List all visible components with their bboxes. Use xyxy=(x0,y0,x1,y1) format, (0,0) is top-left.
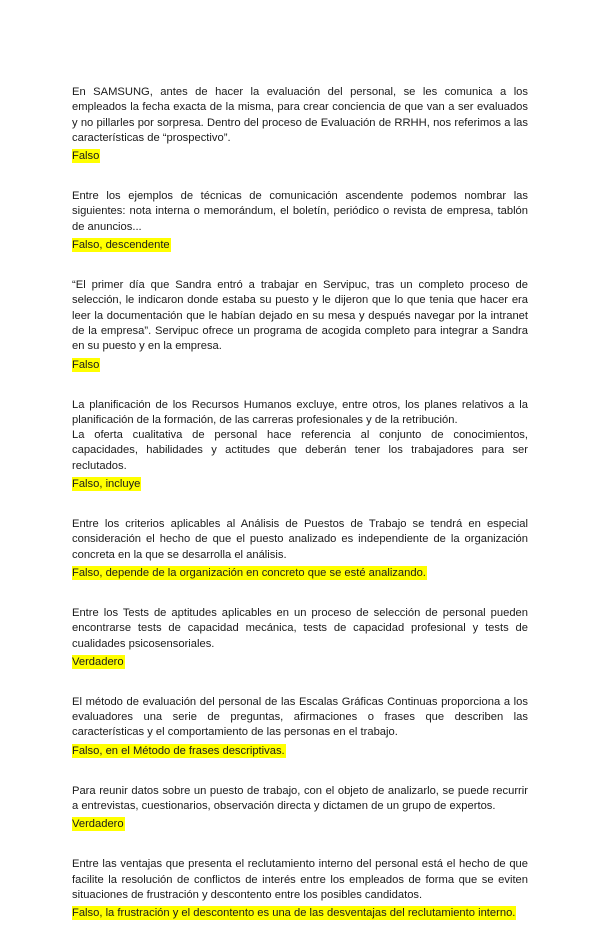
highlighted-answer: Verdadero xyxy=(72,655,124,668)
question-text: Para reunir datos sobre un puesto de trabajo, con el objeto de analizarlo, se puede recurrir a entrevistas, cuestionarios, observación directa y dictamen de un grupo de expertos. xyxy=(72,784,528,813)
highlighted-answer: Falso, incluye xyxy=(72,478,141,491)
qa-item-1 xyxy=(72,85,528,164)
question-text: “El primer día que Sandra entró a trabajar en Servipuc, tras un completo proceso de selección, le indicaron donde estaba su puesto y le dijeron que lo que tenia que hacer era leer la documentación que le habían dejado en su mesa y después navegar por la intranet de la empresa”. Servipuc ofrece un programa de acogida completo para integrar a Sandra en su puesto y en la empresa. xyxy=(72,279,528,353)
question-text-continued: La oferta cualitativa de personal hace referencia al conjunto de conocimientos, capacidades, habilidades y actitudes que deberán tener los trabajadores para ser reclutados. xyxy=(72,429,528,472)
qa-item-4 xyxy=(72,398,528,492)
qa-item-3 xyxy=(72,278,528,372)
qa-item-9 xyxy=(72,857,528,921)
highlighted-answer: Falso, en el Método de frases descriptivas. xyxy=(72,744,285,757)
question-text: El método de evaluación del personal de las Escalas Gráficas Continuas proporciona a los evaluadores una serie de preguntas, afirmaciones o frases que describen las características y el comportamiento de las personas en el trabajo. xyxy=(72,695,528,739)
question-text: La planificación de los Recursos Humanos excluye, entre otros, los planes relativos a la planificación de la formación, de las carreras profesionales y de la retribución. xyxy=(72,398,528,426)
document-page xyxy=(72,85,528,946)
highlighted-answer: Falso, la frustración y el descontento es una de las desventajas del reclutamiento interno. xyxy=(72,907,516,920)
highlighted-answer: Falso xyxy=(72,150,100,163)
question-text: Entre los ejemplos de técnicas de comunicación ascendente podemos nombrar las siguientes: nota interna o memorándum, el boletín, periódico o revista de empresa, tablón de anuncios... xyxy=(72,190,528,233)
question-text: Entre los Tests de aptitudes aplicables en un proceso de selección de personal pueden encontrarse tests de capacidad mecánica, tests de capacidad profesional y tests de cualidades psicosensoriales. xyxy=(72,606,528,650)
question-text: Entre las ventajas que presenta el reclutamiento interno del personal está el hecho de que facilite la resolución de conflictos de interés entre los empleados de forma que se eviten situaciones de frustración y descontento entre los posibles candidatos. xyxy=(72,858,528,901)
highlighted-answer: Falso xyxy=(72,358,100,371)
qa-item-7 xyxy=(72,695,528,759)
question-text: Entre los criterios aplicables al Análisis de Puestos de Trabajo se tendrá en especial consideración el hecho de que el puesto analizado es independiente de la organización concreta en la que se desarrolla el análisis. xyxy=(72,518,528,561)
highlighted-answer: Falso, depende de la organización en concreto que se esté analizando. xyxy=(72,566,426,579)
highlighted-answer: Verdadero xyxy=(72,818,124,831)
question-text: En SAMSUNG, antes de hacer la evaluación del personal, se les comunica a los empleados la fecha exacta de la misma, para crear conciencia de que van a ser evaluados y no pillarles por sorpresa. Dentro del proceso de Evaluación de RRHH, nos referimos a las características de “prospectivo”. xyxy=(72,86,528,144)
qa-item-2 xyxy=(72,189,528,253)
highlighted-answer: Falso, descendente xyxy=(72,239,170,252)
qa-item-8 xyxy=(72,784,528,833)
qa-item-6 xyxy=(72,606,528,670)
qa-item-5 xyxy=(72,517,528,581)
